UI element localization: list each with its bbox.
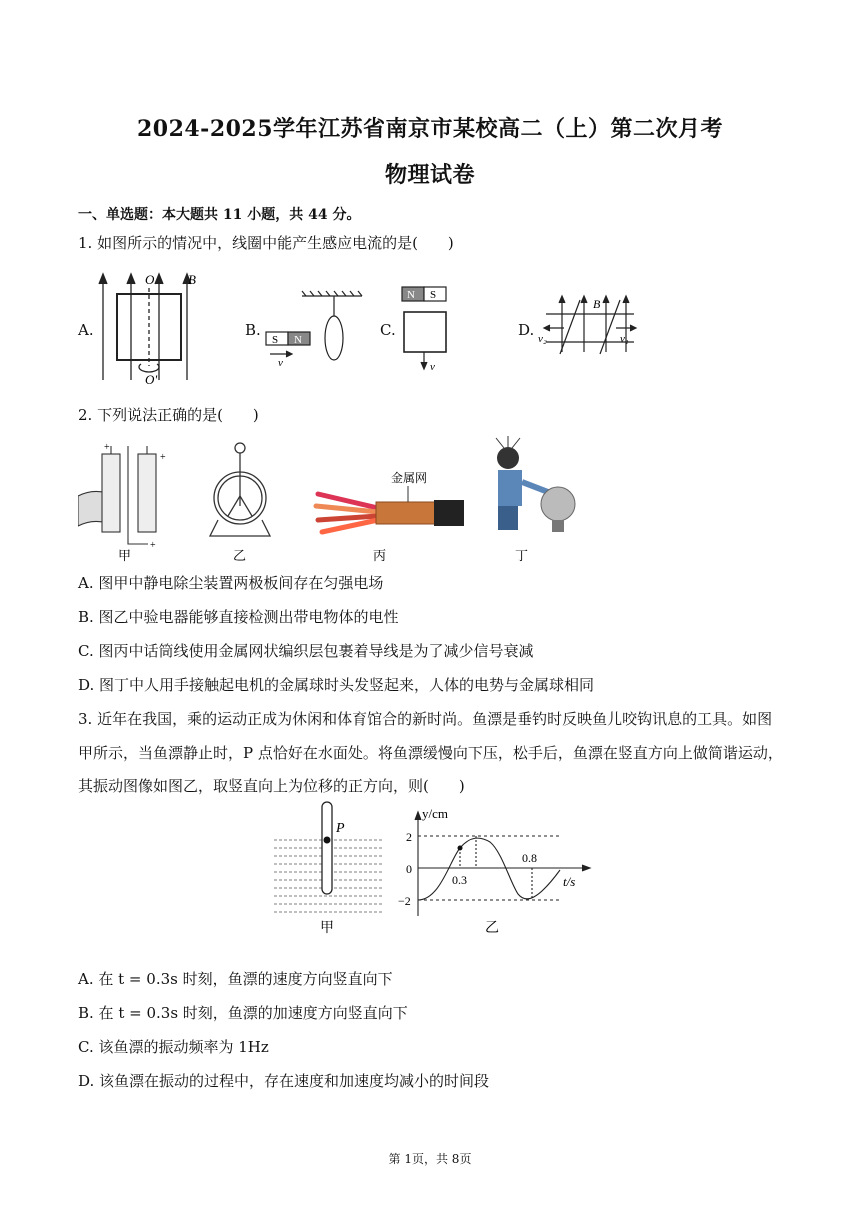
q2-option-d: D. 图丁中人用手接触起电机的金属球时头发竖起来，人体的电势与金属球相同 [78,676,595,694]
q3-label-yi: 乙 [485,921,499,936]
q2-fig-label-yi: 乙 [233,548,247,563]
q1-figure-a [95,268,205,388]
q1-option-b-label: B. [245,321,261,339]
q2-option-b: B. 图乙中验电器能够直接检测出带电物体的电性 [78,608,399,626]
q1-b-label-v: v [278,357,283,369]
q3-tick-t-0.3: 0.3 [452,873,467,887]
q3-label-P: P [336,821,345,836]
q1-b-label-N: N [294,334,302,346]
svg-text:+: + [150,540,156,551]
q2-fig-label-jia: 甲 [118,548,132,563]
section-heading: 一、单选题：本大题共 11 小题，共 44 分。 [78,207,361,223]
q1-d-label-v1: v₁ [620,333,629,345]
q3-option-c: C. 该鱼漂的振动频率为 1Hz [78,1038,269,1056]
q3-option-d: D. 该鱼漂在振动的过程中，存在速度和加速度均减小的时间段 [78,1072,490,1090]
page-title: 2024-2025学年江苏省南京市某校高二（上）第二次月考 [136,116,724,142]
q2-stem: 2. 下列说法正确的是( ) [78,406,259,424]
q3-tick-y-top: 2 [406,830,412,844]
q1-option-d-label: D. [518,321,535,339]
q1-figure-c [398,284,458,374]
q3-stem-line-1: 3. 近年在我国，乘的运动正成为休闲和体育馆合的新时尚。鱼漂是垂钓时反映鱼儿咬钩讯息的工具。如图 [78,710,773,728]
q1-a-label-B: B [188,272,196,287]
q1-c-label-v: v [430,361,435,373]
q1-d-label-B: B [593,297,601,311]
page-subtitle: 物理试卷 [384,162,475,188]
svg-text:+: + [104,442,110,453]
q3-label-jia: 甲 [320,921,334,936]
q1-figure-b [262,290,372,370]
q1-c-label-N: N [407,289,415,301]
page-footer: 第 1页，共 8页 [388,1152,472,1166]
q3-tick-y-bottom: −2 [398,894,411,908]
q3-axis-xlabel: t/s [563,874,576,889]
q3-figure [270,800,600,940]
q3-option-b: B. 在 t = 0.3s 时刻，鱼漂的加速度方向竖直向下 [78,1004,408,1022]
q1-a-label-O2: O' [145,372,158,387]
q3-tick-t-0.8: 0.8 [522,851,537,865]
q1-c-label-S: S [430,289,437,301]
q1-option-a-label: A. [78,321,94,339]
q1-b-label-S: S [272,334,279,346]
q2-fig-label-metal-net: 金属网 [391,471,428,485]
q1-stem: 1. 如图所示的情况中，线圈中能产生感应电流的是( ) [78,234,454,252]
q2-fig-label-bing: 丙 [373,548,387,563]
q3-stem-line-2: 甲所示，当鱼漂静止时，P 点恰好在水面处。将鱼漂缓慢向下压，松手后，鱼漂在竖直方向上做简谐运动， [78,744,783,762]
q1-d-label-v2: v₂ [538,333,547,345]
q2-option-c: C. 图丙中话筒线使用金属网状编织层包裹着导线是为了减少信号衰减 [78,642,534,660]
q2-figure [78,436,588,566]
q2-fig-label-ding: 丁 [515,548,529,563]
q3-tick-y-zero: 0 [406,862,412,876]
q1-option-c-label: C. [380,321,396,339]
svg-text:+: + [160,452,166,463]
q2-option-a: A. 图甲中静电除尘装置两极板间存在匀强电场 [78,574,384,592]
q1-a-label-O: O [145,272,155,287]
q1-figure-d [538,292,648,362]
q3-stem-line-3: 其振动图像如图乙，取竖直向上为位移的正方向，则( ) [78,777,465,795]
q3-option-a: A. 在 t = 0.3s 时刻，鱼漂的速度方向竖直向下 [78,970,393,988]
q3-axis-ylabel: y/cm [422,806,448,821]
